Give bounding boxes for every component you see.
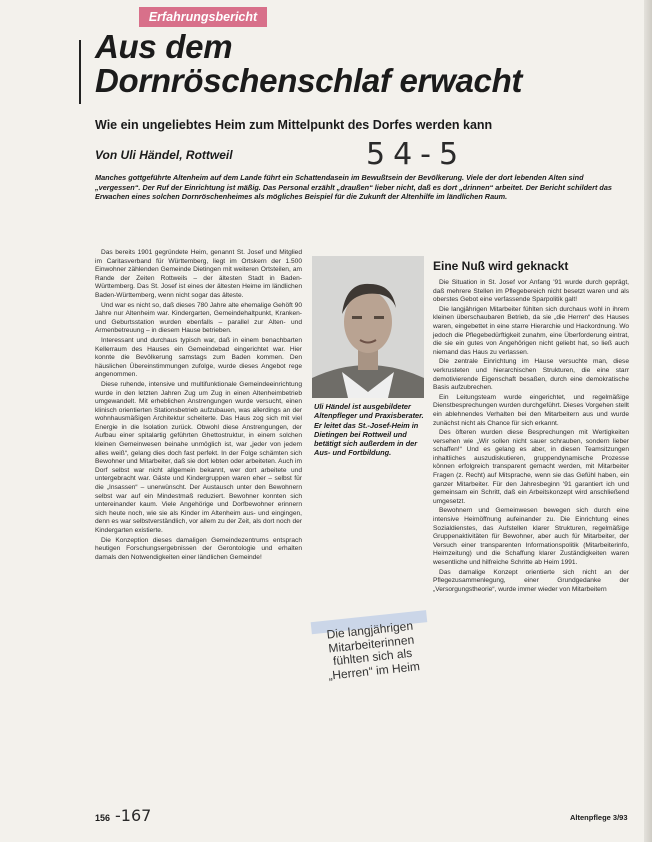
paragraph: Und war es nicht so, daß dieses 780 Jahre alte ehemalige Gehöft 90 Jahre nur Altenheim war. Kindergarten, Gemeindehaltpunkt, Kranken- und Geburtsstation wurden ebenfalls – parallel zur Alten- und Armenbetreuung – in diesem Hause betrieben. xyxy=(95,301,302,335)
headline-line-2: Dornröschenschlaf erwacht xyxy=(95,62,523,99)
paragraph: Die langjährigen Mitarbeiter fühlten sich durchaus wohl in ihrem kleinen überschaubaren Betrieb, da sie „die Herren“ des Hauses waren, eingebettet in eine starre Hierarchie und Hackordnung. Wo jedoch die Pflegebedürftigkeit zunahm, eine Überforderung eintrat, die sie ein gutes von Angehörigen nicht geliebt hat, so ließ auch niemand das Haus zu verlassen. xyxy=(433,305,629,356)
paragraph: Die Konzeption dieses damaligen Gemeindezentrums entsprach heutigen Forschungsergebnissen der Gerontologie und erhalten damals den Notwendigkeiten einer ländlichen Gemeinde! xyxy=(95,536,302,561)
margin-marker xyxy=(79,40,81,104)
paragraph: Das damalige Konzept orientierte sich nicht an der Pflegezusammenlegung, einer Grundgedanke der „Versorgungstheorie“, wurde immer wieder von Mitarbeitern xyxy=(433,568,629,593)
lead-paragraph: Manches gottgeführte Altenheim auf dem Lande führt ein Schattendasein im Bewußtsein der Bevölkerung. Viele der dort lebenden Alten sind „vergessen“. Der Ruf der Einrichtung ist mäßig. Das Personal erzählt „draußen“ lieber nicht, daß es dort „drinnen“ arbeitet. Der Bericht schildert das Erwachen eines solchen Dornröschenheimes als mögliches Beispiel für die Zukunft der Altenhilfe im ländlichen Raum. xyxy=(95,173,612,201)
paragraph: Die Situation in St. Josef vor Anfang '91 wurde durch geprägt, daß mehrere Stellen im Pflegebereich nicht besetzt waren und als oberstes Gebot eine verfassende Sparpolitik galt! xyxy=(433,279,629,304)
category-label: Erfahrungsbericht xyxy=(139,7,267,27)
pull-quote xyxy=(313,614,431,687)
paragraph: Das bereits 1901 gegründete Heim, genannt St. Josef und Mitglied im Caritasverband für Württemberg, liegt im Ortskern der 1.500 Einwohner zählenden Gemeinde Dietingen mit weiteren Ortsteilen, am Rande der Zeiten Rottweils – der ältesten Stadt in Baden-Württemberg. Das St. Josef ist eines der ältesten Heime im ländlichen Baden-Württemberg, wenn nicht sogar das älteste. xyxy=(95,249,302,299)
handwritten-page-number: -167 xyxy=(115,806,152,825)
body-column-left xyxy=(95,249,302,563)
article-headline xyxy=(95,30,615,98)
section-heading: Eine Nuß wird geknackt xyxy=(433,259,569,273)
author-line: Von Uli Händel, Rottweil xyxy=(95,148,233,162)
portrait-image xyxy=(312,256,424,398)
page-number: 156 xyxy=(95,813,111,823)
author-photo xyxy=(312,256,424,398)
paragraph: Die zentrale Einrichtung im Hause versuchte man, diese verkrusteten und hierarchischen Strukturen, die eine starr demotivierende Eigenschaft besaßen, durch eine demokratische Basis aufzubrechen. xyxy=(433,358,629,392)
handwritten-mark: 54-5 xyxy=(366,137,467,172)
photo-caption: Uli Händel ist ausgebildeter Altenpfleger und Praxisberater. Er leitet das St.-Josef-Heim in Dietingen bei Rottweil und betätigt sich außerdem in der Aus- und Fortbildung. xyxy=(314,402,424,458)
paragraph: Ein Leitungsteam wurde eingerichtet, und regelmäßige Dienstbesprechungen wurden durchgeführt. Dieses Vorgehen stellt ein ablehnendes Verhalten bei den Mitarbeitern aus und wurde zunächst nicht als Chance für sich erkannt. xyxy=(433,393,629,427)
article-subtitle: Wie ein ungeliebtes Heim zum Mittelpunkt des Dorfes werden kann xyxy=(95,118,493,132)
journal-footer: Altenpflege 3/93 xyxy=(570,813,628,822)
paragraph: Des öfteren wurden diese Besprechungen mit Wertigkeiten versehen wie „Wir sollen nicht sauer schrauben, sondern lieber schaffen!“ Und es gelang es aber, in diesen Teamsitzungen inhaltliches auszudiskutieren, gruppendynamische Prozesse können erfolgreich transparent gemacht werden, mit Mitarbeiter Fragen (z. Recht) auf Mitsprache, wenn sie das Gefühl haben, ein ganzer Mitarbeiter. Für den Jahresbeginn '91 garantiert ich und gemeinsam ein Schritt, daß ein Arbeitskonzept wird anschließend umgesetzt. xyxy=(433,429,629,505)
body-column-right xyxy=(433,279,629,595)
page-edge xyxy=(644,0,652,842)
paragraph: Bewohnern und Gemeinwesen bewegen sich durch eine intensive Heimöffnung aufeinander zu. Die Einrichtung eines Sozialdienstes, das Aufstellen klarer Strukturen, regelmäßige Gruppenaktivitäten für Bewohner, aber auch für Mitarbeiter, der Versuch einer transparenten Informationspolitik (Mitarbeiterinfo, Heimzeitung) und die Schaffung klarer Zuständigkeiten waren wesentliche und hilfreiche Schritte ab Heim 1991. xyxy=(433,507,629,566)
paragraph: Diese ruhende, intensive und multifunktionale Gemeindeeinrichtung wurde in den letzten Jahren Zug um Zug in einen Altenheimbetrieb umgewandelt. Mit erheblichen Anstrengungen wurde versucht, einen klinisch orientierten Stationsbetrieb aufzubauen, was allerdings an der wohnhausmäßigen Architektur scheiterte. Das Haus zog sich mit viel Energie in die Isolation zurück. Obwohl diese Anstrengungen, der Aufbau einer spitalartig geführten Ghettostruktur, in einem solchen kleinen Gemeinwesen beinahe unmöglich ist, war „jeder von jedem alles weiß“, gelang dies doch fast perfekt. In der Folge schämten sich Bewohner und Mitarbeiter, daß sie dort lebten oder arbeiteten. Auch im Dorf selbst war nicht allgemein bekannt, wer dort arbeitete und untergebracht war. Gäste und Kindergruppen waren eher – selbst für die „Insassen“ – unerwünscht. Der Austausch unter den Bewohnern selbst war auf ein Mindestmaß reduziert. Bewohner konnten sich untereinander kaum. Viele Angehörige und Dorfbewohner erinnern sich heute noch, wie sie als Kinder im Altenheim aus- und eingingen, denn es war selbstverständlich, vor allem zu der Zeit, als dort noch der Kindergarten existierte. xyxy=(95,380,302,534)
pull-quote-text: Die langjährigen Mitarbeiterinnen fühlten sich als „Herren“ im Heim xyxy=(325,618,421,683)
headline-line-1: Aus dem xyxy=(95,28,233,65)
paragraph: Interessant und durchaus typisch war, daß in einem benachbarten Kellerraum des Hauses ein Gemeindebad eingerichtet war. Hier konnte die Bevölkerung samstags zum Baden kommen. Den häuslichen Übereinstimmungen zufolge, wurde dieses Angebot rege angenommen. xyxy=(95,336,302,379)
